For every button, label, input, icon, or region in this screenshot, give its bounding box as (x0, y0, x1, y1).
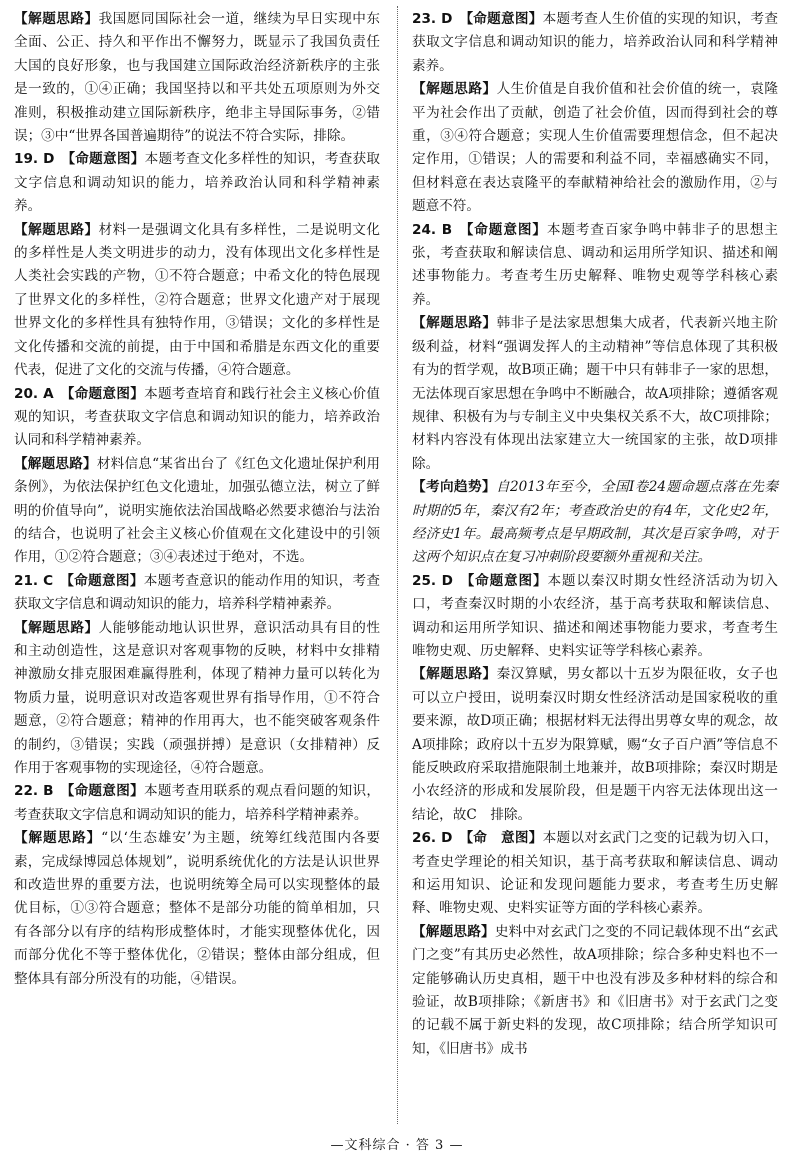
section-tag: 【命题意图】 (459, 11, 543, 27)
answer-entry-e22 (14, 780, 380, 991)
question-number: 24. B (412, 221, 453, 238)
left-column (14, 8, 380, 991)
paragraph-text: 本题考查人生价值的实现的知识，考查获取文字信息和调动知识的能力，培养政治认同和科学精神素养。 (412, 11, 779, 74)
section-tag: 【命 意图】 (459, 830, 543, 847)
question-number: 25. D (412, 572, 453, 589)
section-tag: 【解题思路】 (14, 830, 102, 847)
section-tag: 【解题思路】 (14, 619, 99, 636)
question-number: 20. A (14, 385, 54, 402)
answer-paragraph (14, 570, 380, 617)
section-tag: 【命题意图】 (60, 385, 145, 402)
section-tag: 【解题思路】 (14, 455, 97, 472)
section-tag: 【解题思路】 (14, 221, 99, 238)
question-number: 21. C (14, 572, 54, 589)
paragraph-text: 自2013年至今，全国Ⅰ卷24题命题点落在先秦时期的5年，秦汉有2年；考查政治史的有4年，文化史2年，经济史1年。最高频考点是早期政制，其次是百家争鸣，对于这两个知识点在复习冲刺阶段要额外重视和关注。 (412, 479, 778, 566)
answer-paragraph (412, 570, 778, 664)
section-tag: 【命题意图】 (60, 783, 144, 800)
paragraph-text: 本题以对玄武门之变的记载为切入口，考查史学理论的相关知识，基于高考获取和解读信息、调动和运用知识、论证和发现问题能力要求，考查考生历史解释、唯物史观、史料实证等方面的学科核心素养。 (412, 830, 779, 917)
paragraph-text: 本题以秦汉时期女性经济活动为切入口，考查秦汉时期的小农经济，基于高考获取和解读信息、调动和运用所学知识、描述和阐述事物能力要求，考查考生唯物史观、历史解释、史料实证等学科核心素养。 (412, 572, 779, 659)
section-tag: 【解题思路】 (412, 315, 497, 332)
paragraph-text: 本题考查培育和践行社会主义核心价值观的知识，考查获取文字信息和调动知识的能力，培养政治认同和科学精神素养。 (14, 385, 381, 449)
answer-paragraph (14, 827, 380, 991)
answer-entry-e18 (14, 8, 380, 148)
answer-paragraph (412, 78, 778, 218)
answer-entry-e20 (14, 383, 380, 570)
section-tag: 【命题意图】 (61, 151, 145, 168)
section-tag: 【命题意图】 (459, 572, 548, 589)
answer-paragraph (14, 453, 380, 570)
paragraph-text: 本题考查用联系的观点看问题的知识，考查获取文字信息和调动知识的能力，培养科学精神素养。 (14, 783, 380, 823)
paragraph-text: “以‘生态雄安’为主题，统筹红线范围内各要素，完成绿博园总体规划”，说明系统优化的方法是认识世界和改造世界的重要方法，也说明统筹全局可以实现整体的最优目标，①③符合题意；整体不是部分功能的简单相加，只有各部分以有序的结构形成整体时，才能实现整体优化，因而部分优化不等于整体优化，②错误；整体由部分组成，但整体具有部分所没有的功能，④错误。 (14, 830, 381, 987)
section-tag: 【命题意图】 (458, 221, 547, 238)
answer-paragraph (14, 8, 380, 148)
answer-entry-e26 (412, 827, 778, 1061)
paragraph-text: 材料信息“某省出台了《红色文化遗址保护利用条例》，为依法保护红色文化遗址，加强弘德立法，树立了鲜明的价值导向”，说明实施依法治国战略必然要求德治与法治的结合，也说明了社会主义核心价值观在文化建设中的引领作用，①②符合题意；③④表述过于绝对，不选。 (14, 455, 380, 566)
section-tag: 【解题思路】 (412, 81, 497, 98)
answer-entry-e24 (412, 219, 778, 570)
paragraph-text: 人能够能动地认识世界，意识活动具有目的性和主动创造性，这是意识对客观事物的反映，材料中女排精神激励女排克服困难赢得胜利，体现了精神力量可以转化为物质力量，说明意识对改造客观世界有指导作用，①不符合题意，②符合题意；精神的作用再大，也不能突破客观条件的制约，③错误；实践（顽强拼搏）是意识（女排精神）反作用于客观事物的实现途径，④符合题意。 (14, 619, 380, 776)
paragraph-text: 史料中对玄武门之变的不同记载体现不出“玄武门之变”有其历史必然性，故A项排除；综合多种史料也不一定能够确认历史真相，题干中也没有涉及多种材料的综合和验证，故B项排除；《新唐书》和《旧唐书》对于玄武门之变的记载不属于新史料的发现，故C项排除；结合所学知识可知，《旧唐书》成书 (412, 923, 778, 1057)
answer-entry-e21 (14, 570, 380, 781)
answer-paragraph (14, 780, 380, 827)
paragraph-text: 人生价值是自我价值和社会价值的统一，袁隆平为社会作出了贡献，创造了社会价值，因而得到社会的尊重，③④符合题意；实现人生价值需要理想信念，但不起决定作用，①错误；人的需要和利益不同，幸福感确实不同，但材料意在表达袁隆平的奉献精神给社会的激励作用，②与题意不符。 (412, 81, 778, 215)
answer-paragraph (412, 8, 778, 78)
question-number: 22. B (14, 783, 54, 800)
answer-entry-e23 (412, 8, 778, 219)
section-tag: 【解题思路】 (14, 11, 99, 27)
answer-paragraph (14, 617, 380, 781)
right-column (412, 8, 778, 1061)
answer-paragraph (14, 219, 380, 383)
paragraph-text: 本题考查百家争鸣中韩非子的思想主张，考查获取和解读信息、调动和运用所学知识、描述和阐述事物能力。考查考生历史解释、唯物史观等学科核心素养。 (412, 221, 779, 308)
answer-paragraph (412, 921, 778, 1061)
answer-paragraph (412, 476, 778, 570)
answer-paragraph (412, 827, 778, 921)
paragraph-text: 韩非子是法家思想集大成者，代表新兴地主阶级利益，材料“强调发挥人的主动精神”等信息体现了其积极有为的哲学观，故B项正确；题干中只有韩非子一家的思想，无法体现百家思想在争鸣中不断融合，故A项排除；遵循客观规律、积极有为与专制主义中央集权关系不大，故C项排除；材料内容没有体现出法家建立大一统国家的主张，故D项排除。 (412, 315, 778, 472)
question-number: 23. D (412, 11, 453, 27)
section-tag: 【解题思路】 (412, 923, 495, 940)
column-divider (397, 6, 398, 1124)
answer-paragraph (14, 383, 380, 453)
paragraph-text: 秦汉算赋，男女都以十五岁为限征收，女子也可以立户授田，说明秦汉时期女性经济活动是国家税收的重要来源，故D项正确；根据材料无法得出男尊女卑的观念，故A项排除；政府以十五岁为限算赋，赐“女子百户酒”等信息不能反映政府采取措施限制土地兼并，故B项排除；秦汉时期是小农经济的形成和发展阶段，但是题干内容无法体现出这一结论，故C 排除。 (412, 666, 778, 823)
question-number: 19. D (14, 151, 55, 168)
question-number: 26. D (412, 830, 453, 847)
answer-paragraph (412, 663, 778, 827)
answer-paragraph (14, 148, 380, 218)
answer-entry-e19 (14, 148, 380, 382)
paragraph-text: 我国愿同国际社会一道，继续为早日实现中东全面、公正、持久和平作出不懈努力，既显示了我国负责任大国的良好形象，也与我国建立国际政治经济新秩序的主张是一致的，①④正确；我国坚持以和平共处五项原则为外交准则，积极推动建立国际新秩序，绝非主导国际事务，②错误；③中“世界各国普遍期待”的说法不符合实际，排除。 (14, 11, 380, 145)
answer-paragraph (412, 219, 778, 313)
answer-paragraph (412, 312, 778, 476)
paragraph-text: 材料一是强调文化具有多样性，二是说明文化的多样性是人类文明进步的动力，没有体现出文化多样性是人类社会实践的产物，①不符合题意；中希文化的特色展现了世界文化的多样性，②符合题意；世界文化遗产对于展现世界文化的多样性具有独特作用，③错误；文化的多样性是文化传播和交流的前提，由于中国和希腊是东西文化的重要代表，促进了文化的交流与传播，④符合题意。 (14, 221, 380, 379)
page-footer: —文科综合 · 答 3 — (330, 1138, 464, 1153)
section-tag: 【考向趋势】 (412, 479, 496, 496)
section-tag: 【解题思路】 (412, 666, 497, 683)
paragraph-text: 本题考查意识的能动作用的知识，考查获取文字信息和调动知识的能力，培养科学精神素养。 (14, 572, 381, 613)
answer-entry-e25 (412, 570, 778, 827)
section-tag: 【命题意图】 (59, 572, 144, 589)
paragraph-text: 本题考查文化多样性的知识，考查获取文字信息和调动知识的能力，培养政治认同和科学精神素养。 (14, 151, 381, 215)
